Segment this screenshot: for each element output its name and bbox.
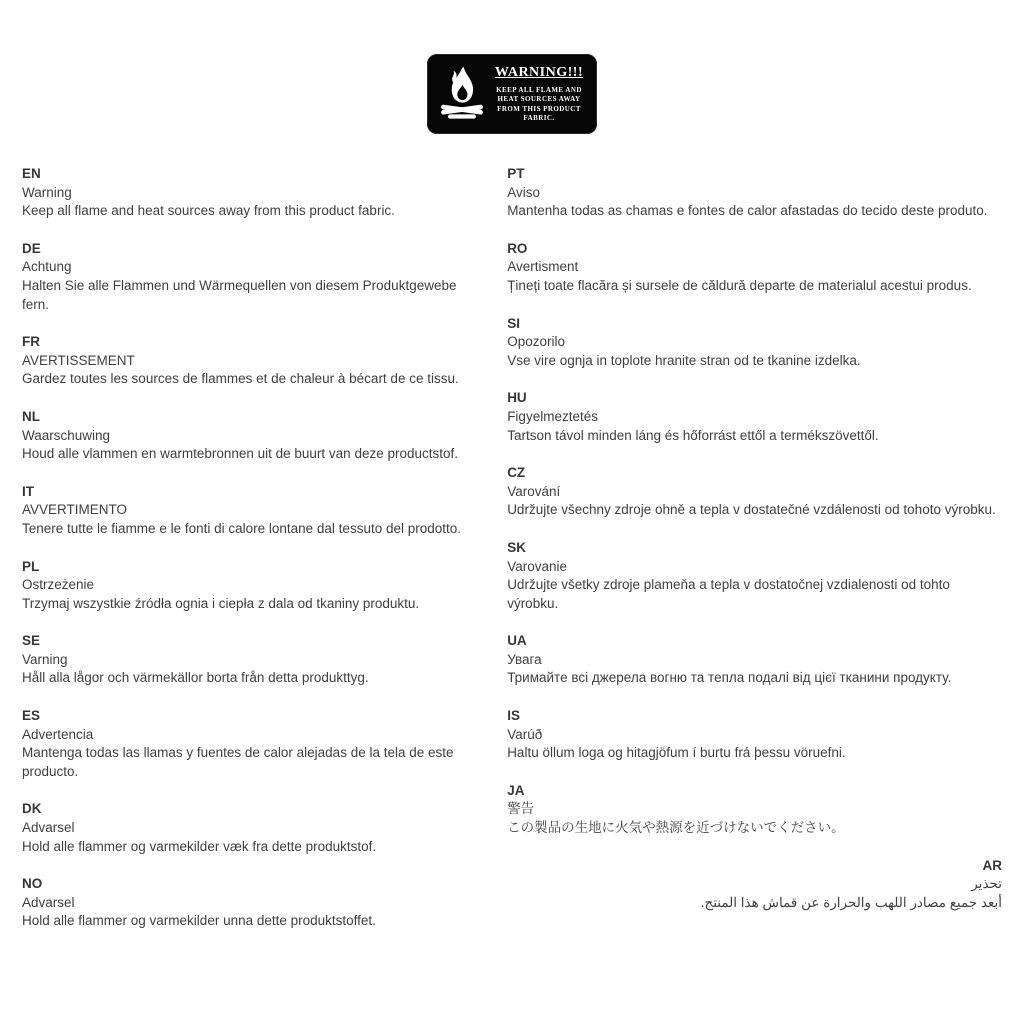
lang-title: Warning — [22, 184, 72, 200]
lang-title: 警告 — [507, 801, 535, 817]
lang-body: Hold alle flammer og varmekilder væk fra dette produktstof. — [22, 838, 377, 854]
lang-body: Tartson távol minden láng és hőforrást ettől a termékszövettől. — [507, 427, 879, 443]
lang-block-si — [507, 315, 1002, 371]
lang-title: Advarsel — [22, 820, 75, 836]
lang-block-ua — [507, 632, 1002, 688]
badge-title: WARNING!!! — [494, 64, 584, 80]
lang-title: Advertencia — [22, 726, 94, 742]
lang-body: この製品の生地に火気や熱源を近づけないでください。 — [507, 820, 845, 836]
lang-body: Hold alle flammer og varmekilder unna dette produktstoffet. — [22, 913, 376, 929]
lang-code: RO — [507, 240, 528, 256]
lang-block-pt — [507, 165, 1002, 221]
lang-code: PT — [507, 166, 525, 181]
lang-code: NO — [22, 876, 43, 892]
lang-body: Håll alla lågor och värmekällor borta från detta produkttyg. — [22, 670, 369, 686]
lang-title: Varning — [22, 651, 68, 667]
lang-title: AVERTISSEMENT — [22, 352, 135, 368]
lang-block-sk — [507, 539, 1002, 613]
lang-body: Vse vire ognja in toplote hranite stran od te tkanine izdelka. — [507, 352, 861, 368]
lang-code: SI — [507, 315, 520, 331]
badge-text — [490, 65, 590, 124]
lang-title: Varování — [507, 483, 561, 499]
lang-body: Mantenga todas las llamas y fuentes de calor alejadas de la tela de este producto. — [22, 745, 454, 779]
lang-code: UA — [507, 633, 527, 649]
lang-body: Тримайте всі джерела вогню та тепла подалі від цієї тканини продукту. — [507, 670, 952, 686]
lang-code: ES — [22, 708, 41, 724]
campfire-flame-icon — [434, 61, 490, 127]
lang-body: Udržujte všechny zdroje ohně a tepla v dostatečné vzdálenosti od tohoto výrobku. — [507, 502, 996, 518]
badge-line-2: HEAT SOURCES AWAY — [497, 95, 581, 103]
lang-title: Figyelmeztetés — [507, 408, 598, 424]
lang-code: PL — [22, 558, 40, 574]
lang-block-nl — [22, 408, 473, 464]
lang-code: FR — [22, 334, 40, 350]
lang-block-no — [22, 875, 473, 931]
lang-code: IT — [22, 483, 34, 499]
lang-body: Țineți toate flacăra și sursele de căldură departe de materialul acestui produs. — [507, 277, 972, 293]
lang-title: تحذير — [971, 876, 1002, 892]
lang-code: EN — [22, 166, 41, 181]
lang-title: Aviso — [507, 184, 540, 200]
lang-code: JA — [507, 782, 525, 798]
lang-block-is — [507, 707, 1002, 763]
lang-title: Увага — [507, 651, 542, 667]
lang-block-de — [22, 240, 473, 314]
lang-title: Varovanie — [507, 558, 567, 574]
lang-title: AVVERTIMENTO — [22, 502, 128, 518]
lang-code: NL — [22, 408, 40, 424]
lang-code: AR — [982, 857, 1002, 873]
lang-code: CZ — [507, 465, 526, 481]
translations-content — [0, 165, 1024, 950]
lang-code: HU — [507, 390, 527, 406]
lang-title: Avertisment — [507, 259, 579, 275]
lang-body: Gardez toutes les sources de flammes et de chaleur à bécart de ce tissu. — [22, 371, 459, 387]
lang-title: Varúð — [507, 726, 543, 742]
lang-body: Tenere tutte le fiamme e le fonti di calore lontane dal tessuto del prodotto. — [22, 520, 462, 536]
lang-code: DK — [22, 801, 42, 817]
lang-body: Keep all flame and heat sources away from this product fabric. — [22, 203, 395, 219]
warning-badge — [427, 54, 597, 134]
lang-title: Advarsel — [22, 894, 75, 910]
badge-line-3: FROM THIS PRODUCT — [497, 104, 581, 113]
lang-block-pl — [22, 558, 473, 614]
lang-code: DE — [22, 240, 41, 256]
lang-body: أبعد جميع مصادر اللهب والحرارة عن قماش هذا المنتج. — [700, 894, 1002, 910]
lang-body: Mantenha todas as chamas e fontes de calor afastadas do tecido deste produto. — [507, 203, 988, 219]
lang-code: SE — [22, 633, 41, 649]
lang-body: Trzymaj wszystkie źródła ognia i ciepła z dala od tkaniny produktu. — [22, 595, 420, 611]
lang-block-ja — [507, 782, 1002, 838]
right-column — [507, 165, 1002, 950]
lang-block-se — [22, 632, 473, 688]
lang-block-it — [22, 483, 473, 539]
lang-body: Houd alle vlammen en warmtebronnen uit de buurt van deze productstof. — [22, 446, 459, 462]
lang-title: Ostrzeżenie — [22, 577, 95, 593]
lang-block-hu — [507, 389, 1002, 445]
badge-container — [0, 0, 1024, 134]
lang-block-fr — [22, 333, 473, 389]
lang-title: Opozorilo — [507, 334, 565, 350]
lang-body: Halten Sie alle Flammen und Wärmequellen von diesem Produktgewebe fern. — [22, 277, 457, 312]
lang-title: Achtung — [22, 259, 72, 275]
lang-code: SK — [507, 539, 526, 555]
left-column — [22, 165, 473, 950]
lang-block-ar — [507, 857, 1002, 913]
lang-body: Haltu öllum loga og hitagjöfum í burtu frá þessu vöruefni. — [507, 745, 846, 761]
lang-block-ro — [507, 240, 1002, 296]
lang-body: Udržujte všetky zdroje plameňa a tepla v dostatočnej vzdialenosti od tohto výrobku. — [507, 577, 950, 611]
lang-block-dk — [22, 800, 473, 856]
lang-block-en — [22, 165, 473, 221]
lang-block-cz — [507, 464, 1002, 520]
lang-block-es — [22, 707, 473, 781]
lang-title: Waarschuwing — [22, 427, 111, 443]
lang-code: IS — [507, 708, 520, 724]
badge-line-4: FABRIC. — [523, 114, 555, 122]
badge-line-1: KEEP ALL FLAME AND — [496, 85, 582, 94]
